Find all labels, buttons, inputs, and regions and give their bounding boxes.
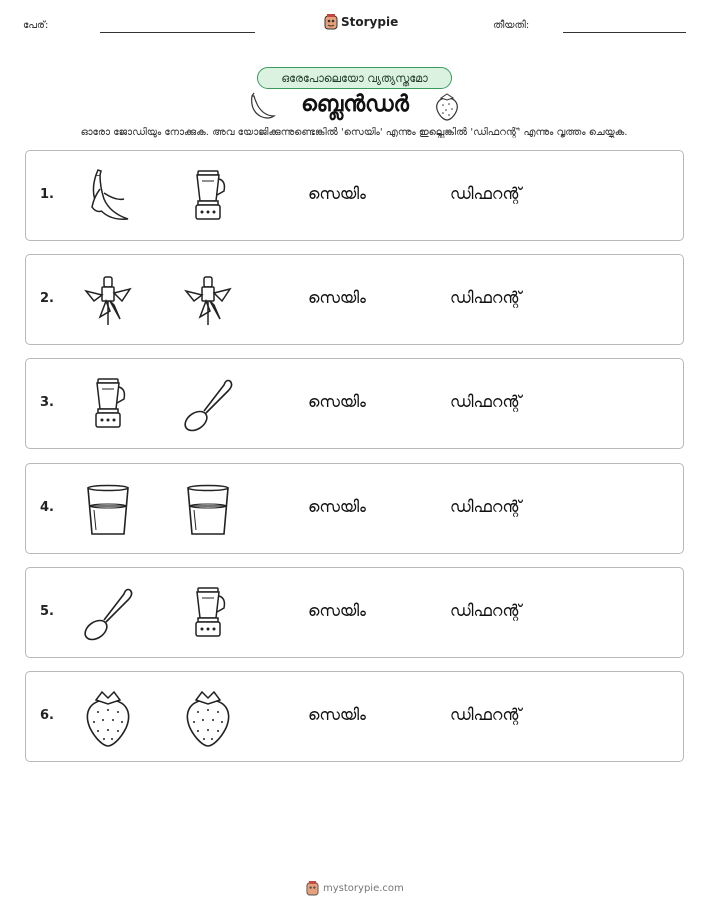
blender-icon	[180, 167, 236, 227]
question-row	[25, 671, 684, 762]
name-label: പേര്:	[23, 20, 49, 31]
question-row	[25, 567, 684, 658]
option-same[interactable]: സെയിം	[308, 497, 366, 516]
option-same[interactable]: സെയിം	[308, 601, 366, 620]
blender-icon	[180, 584, 236, 644]
question-number: 1.	[40, 187, 54, 202]
blender-blade-icon	[180, 271, 236, 331]
storypie-logo-icon	[306, 881, 319, 896]
date-line[interactable]	[563, 32, 686, 33]
banana-icon	[246, 92, 276, 122]
question-row	[25, 463, 684, 554]
question-row	[25, 254, 684, 345]
question-number: 6.	[40, 708, 54, 723]
footer	[306, 881, 404, 896]
storypie-logo-icon	[324, 14, 338, 30]
strawberry-icon	[80, 688, 136, 748]
page-title: ബ്ലെൻഡർ	[301, 92, 409, 117]
glass-icon	[180, 480, 236, 540]
question-row	[25, 358, 684, 449]
brand-name: Storypie	[341, 15, 399, 29]
name-line[interactable]	[100, 32, 255, 33]
strawberry-icon	[180, 688, 236, 748]
option-same[interactable]: സെയിം	[308, 288, 366, 307]
option-same[interactable]: സെയിം	[308, 184, 366, 203]
glass-icon	[80, 480, 136, 540]
option-different[interactable]: ഡിഫറന്റ്	[450, 184, 522, 203]
blender-blade-icon	[80, 271, 136, 331]
blender-icon	[80, 375, 136, 435]
spoon-icon	[180, 375, 236, 435]
option-different[interactable]: ഡിഫറന്റ്	[450, 705, 522, 724]
option-different[interactable]: ഡിഫറന്റ്	[450, 601, 522, 620]
option-same[interactable]: സെയിം	[308, 705, 366, 724]
strawberry-icon	[433, 90, 461, 122]
spoon-icon	[80, 584, 136, 644]
instructions: ഓരോ ജോഡിയും നോക്കുക. അവ യോജിക്കുന്നുണ്ടെങ്കിൽ 'സെയിം' എന്നും ഇല്ലെങ്കിൽ 'ഡിഫറന്റ്' എന്നും വൃത്തം ചെയ്യുക.	[80, 127, 628, 138]
option-different[interactable]: ഡിഫറന്റ്	[450, 392, 522, 411]
question-number: 4.	[40, 500, 54, 515]
option-different[interactable]: ഡിഫറന്റ്	[450, 497, 522, 516]
date-label: തീയതി:	[493, 20, 530, 31]
question-number: 3.	[40, 395, 54, 410]
banana-icon	[80, 167, 136, 227]
question-number: 2.	[40, 291, 54, 306]
option-same[interactable]: സെയിം	[308, 392, 366, 411]
worksheet-type-badge: ഒരേപോലെയോ വ്യത്യസ്തമോ	[257, 67, 452, 89]
question-number: 5.	[40, 604, 54, 619]
brand-logo	[324, 14, 398, 30]
footer-url[interactable]: mystorypie.com	[323, 883, 404, 894]
question-row	[25, 150, 684, 241]
option-different[interactable]: ഡിഫറന്റ്	[450, 288, 522, 307]
